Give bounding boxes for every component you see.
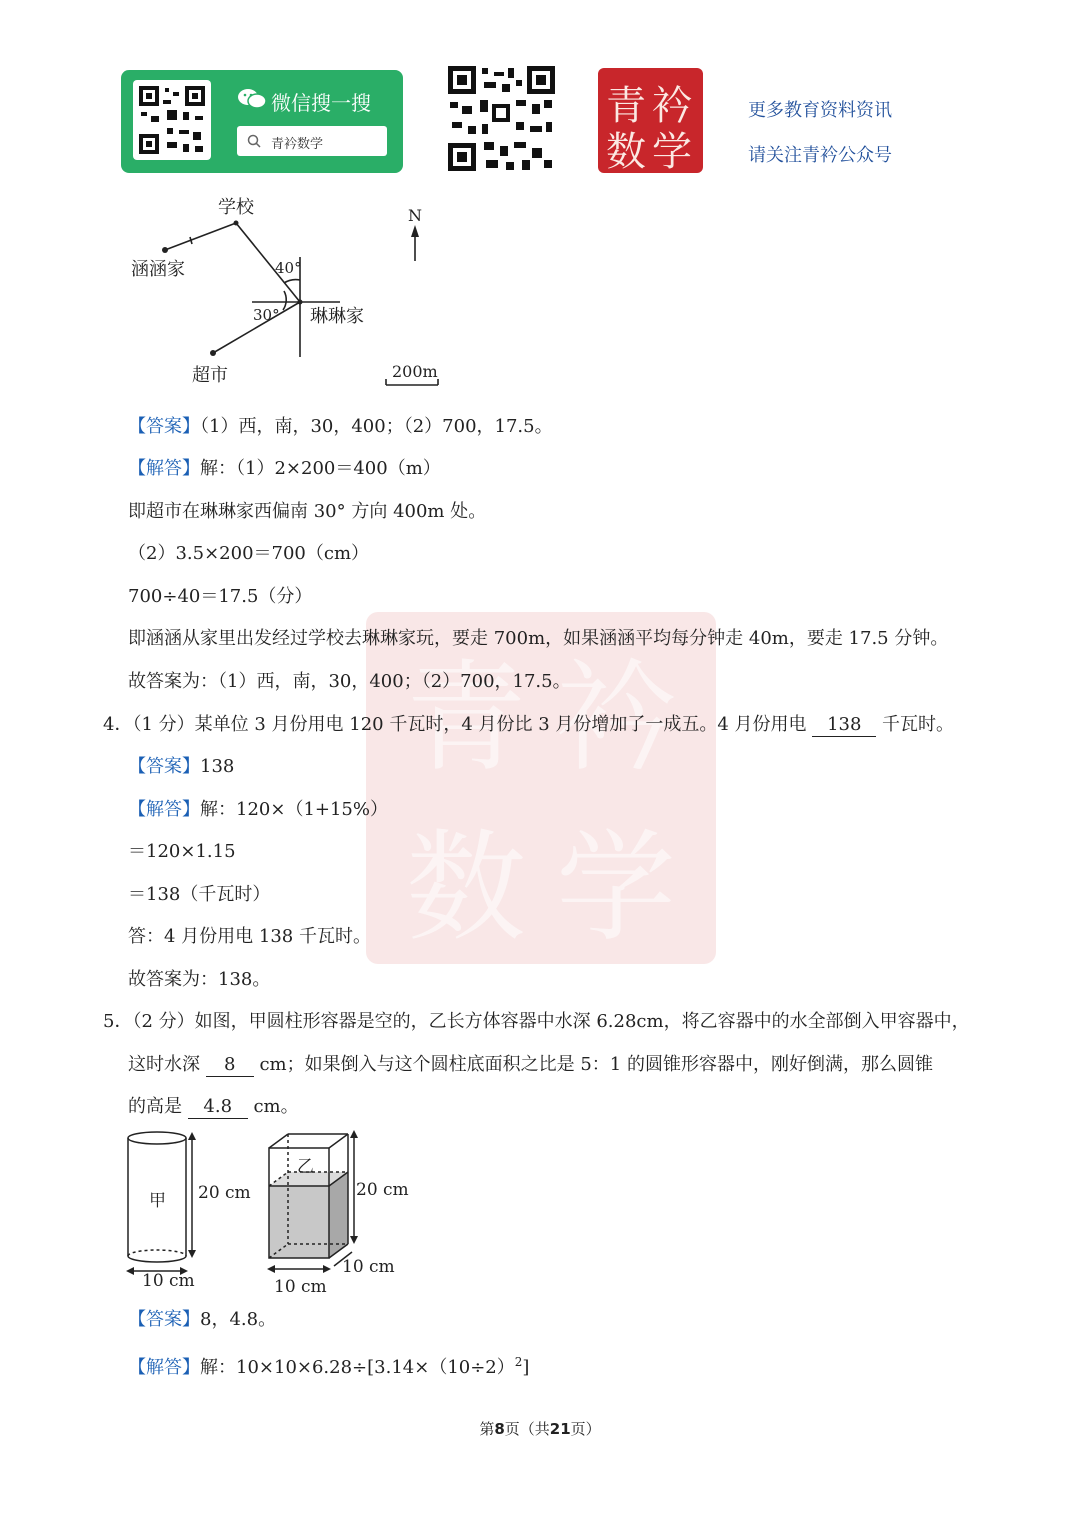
- q3-line: 即涵涵从家里出发经过学校去琳琳家玩，要走 700m，如果涵涵平均每分钟走 40m，要走 17.5 分钟。: [128, 628, 949, 649]
- answer-tag: 【答案】: [128, 1309, 200, 1330]
- watermark-char: 衿: [556, 649, 676, 788]
- q3-line: 即超市在琳琳家西偏南 30° 方向 400m 处。: [128, 501, 487, 522]
- question-text: 千瓦时。: [876, 714, 955, 735]
- watermark-char: 数: [406, 819, 526, 958]
- angle-40: 40°: [275, 259, 302, 277]
- watermark-char: 学: [556, 819, 676, 958]
- question-text: cm；如果倒入与这个圆柱底面积之比是 5：1 的圆锥形容器中，刚好倒满，那么圆锥: [253, 1054, 933, 1075]
- north-label: N: [408, 206, 422, 225]
- answer-text: （1）西，南，30，400；（2）700，17.5。: [200, 416, 553, 437]
- answer-tag: 【答案】: [128, 416, 200, 437]
- solve-tag: 【解答】: [128, 458, 200, 479]
- seal-char: 青: [606, 83, 646, 129]
- watermark: [366, 612, 716, 964]
- q3-line: 700÷40＝17.5（分）: [128, 586, 313, 607]
- footer-text: 第: [479, 1420, 495, 1438]
- scale-label: 200m: [392, 362, 438, 381]
- exponent: 2: [514, 1355, 523, 1369]
- box-width: 10 cm: [274, 1277, 327, 1297]
- answer-blank: 8: [206, 1054, 254, 1077]
- search-box: [237, 126, 387, 156]
- search-query: 青衿数学: [271, 137, 324, 152]
- solve-tag: 【解答】: [128, 799, 200, 820]
- answer-text: 8，4.8。: [200, 1309, 277, 1330]
- q3-line: 故答案为：（1）西，南，30，400；（2）700，17.5。: [128, 671, 571, 692]
- question-text: cm。: [247, 1096, 299, 1117]
- q4-line: 答：4 月份用电 138 千瓦时。: [128, 926, 371, 947]
- angle-30: 30°: [253, 306, 280, 324]
- q4-answer: [128, 756, 234, 778]
- qr-code-small: [133, 80, 211, 160]
- cylinder-diameter: 10 cm: [142, 1271, 195, 1291]
- q5-question: [128, 1096, 299, 1119]
- answer-text: 138: [200, 756, 235, 777]
- label-linlin-home: 琳琳家: [310, 306, 364, 327]
- promo-line: 更多教育资料资讯: [748, 100, 892, 121]
- promo-line: 请关注青衿公众号: [748, 145, 892, 166]
- q4-solution: [128, 799, 388, 821]
- box-height: 20 cm: [356, 1180, 409, 1200]
- page-footer: [0, 1418, 1080, 1439]
- q5-question: [128, 1054, 933, 1077]
- answer-tag: 【答案】: [128, 756, 200, 777]
- q3-solution: [128, 458, 441, 480]
- search-icon: [247, 134, 261, 148]
- seal-char: 数: [606, 129, 646, 175]
- footer-text: 页（共: [504, 1420, 550, 1438]
- label-jia: 甲: [149, 1191, 166, 1211]
- q3-line: （2）3.5×200＝700（cm）: [128, 543, 370, 564]
- map-figure: [120, 195, 460, 395]
- watermark-char: 青: [406, 649, 526, 788]
- seal-char: 学: [652, 129, 692, 175]
- solution-text: 解：120×（1+15%）: [200, 799, 388, 820]
- q4-question: [103, 714, 954, 737]
- containers-figure: [120, 1128, 420, 1298]
- answer-blank: 4.8: [188, 1096, 248, 1119]
- q4-line: ＝138（千瓦时）: [128, 884, 271, 905]
- q5-answer: [128, 1309, 276, 1331]
- q4-line: 故答案为：138。: [128, 969, 271, 990]
- wechat-icon: [237, 87, 267, 111]
- q5-question: 5．（2 分）如图，甲圆柱形容器是空的，乙长方体容器中水深 6.28cm，将乙容器中的水全部倒入甲容器中，: [103, 1011, 970, 1032]
- seal-char: 衿: [652, 83, 692, 129]
- question-text: 的高是: [128, 1096, 188, 1117]
- wechat-search-title: 微信搜一搜: [271, 91, 371, 115]
- footer-text: 页）: [570, 1420, 601, 1438]
- cylinder-height: 20 cm: [198, 1183, 251, 1203]
- label-yi: 乙: [297, 1157, 314, 1177]
- page-number: 8: [494, 1420, 505, 1438]
- qr-code-large: [446, 64, 557, 173]
- q4-line: ＝120×1.15: [128, 841, 236, 862]
- page-total: 21: [549, 1420, 571, 1438]
- box-depth: 10 cm: [342, 1257, 395, 1277]
- solution-text: ]: [522, 1357, 530, 1378]
- solve-tag: 【解答】: [128, 1357, 200, 1378]
- label-school: 学校: [218, 197, 254, 218]
- solution-text: 解：（1）2×200＝400（m）: [200, 458, 441, 479]
- label-supermarket: 超市: [192, 365, 228, 386]
- label-hanhan-home: 涵涵家: [131, 259, 185, 280]
- question-text: 4．（1 分）某单位 3 月份用电 120 千瓦时，4 月份比 3 月份增加了一成五。4 月份用电: [103, 714, 813, 735]
- q5-solution: [128, 1351, 529, 1379]
- qingjin-seal-logo: [598, 68, 703, 173]
- answer-blank: 138: [812, 714, 876, 737]
- wechat-search-card: [121, 70, 403, 173]
- solution-text: 解：10×10×6.28÷[3.14×（10÷2）: [200, 1357, 515, 1378]
- q3-answer: [128, 416, 553, 438]
- question-text: 这时水深: [128, 1054, 206, 1075]
